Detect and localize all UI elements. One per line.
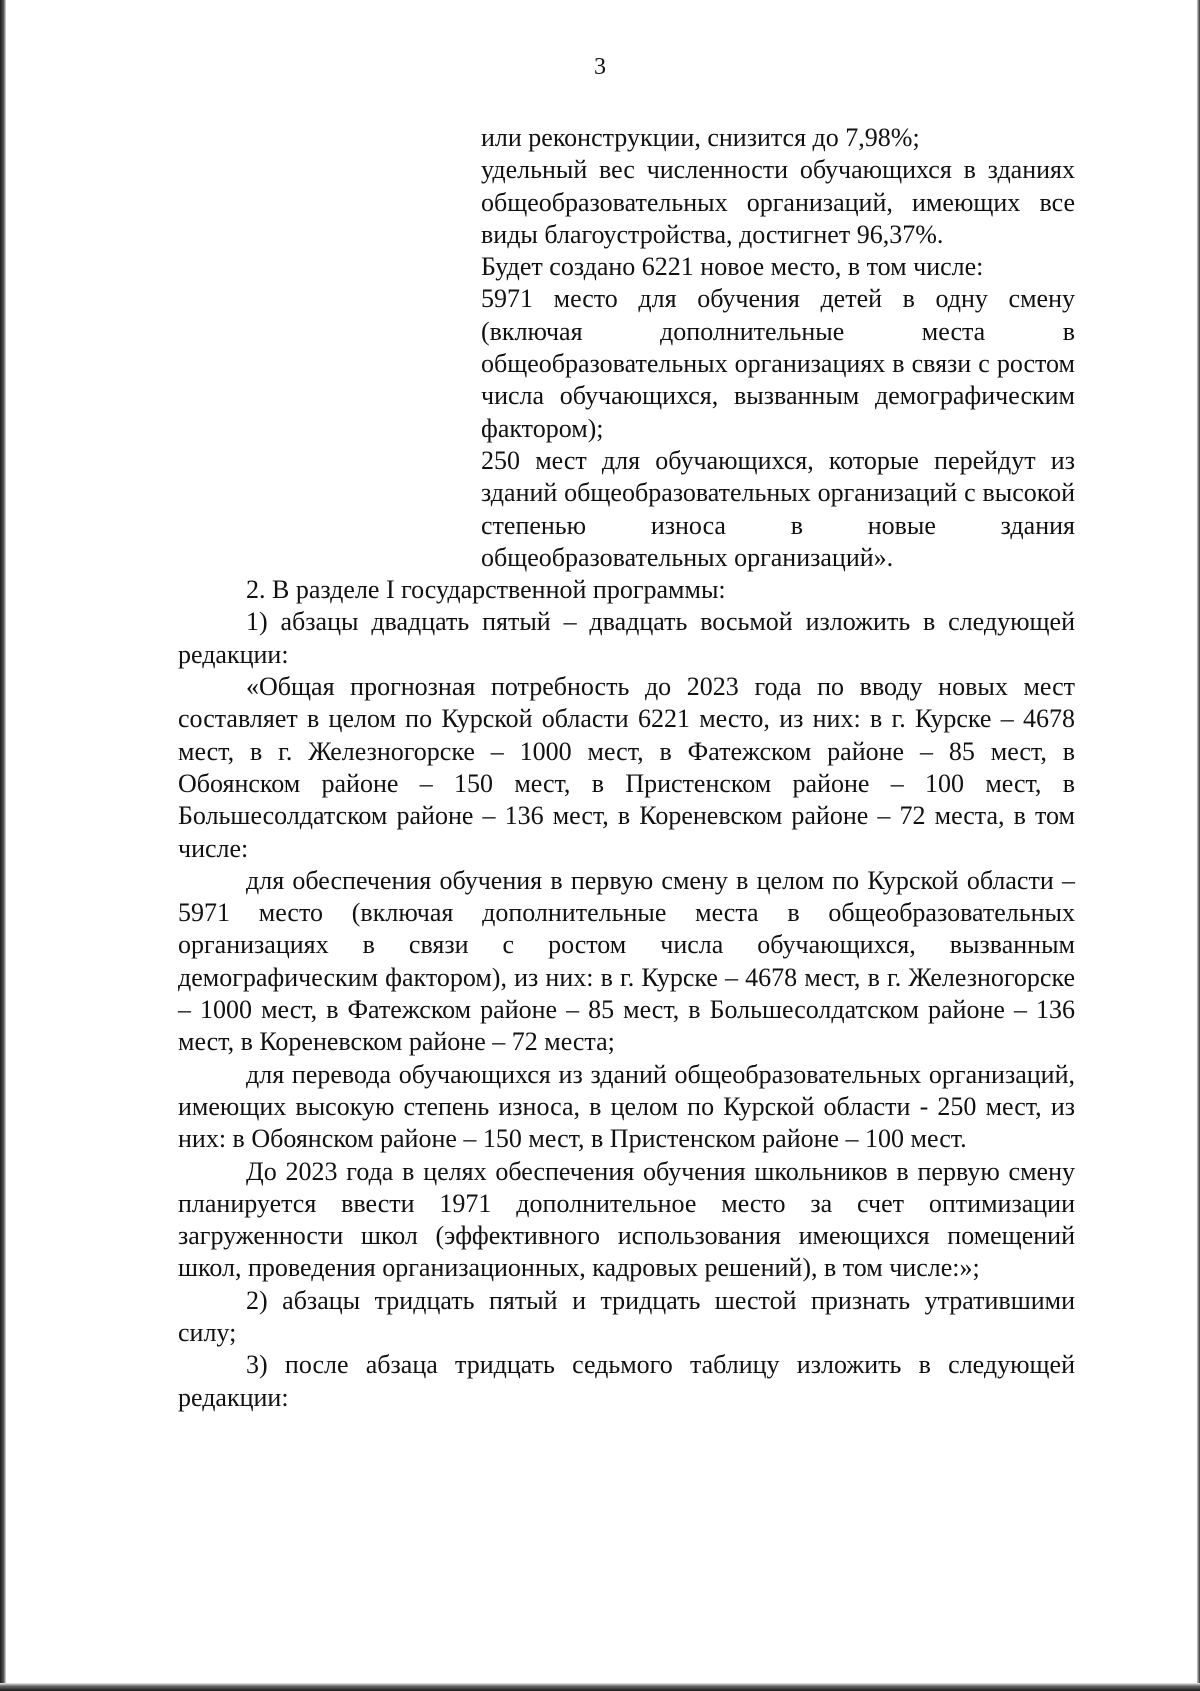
main-text: [178, 574, 1075, 1414]
page-number: 3: [594, 54, 606, 80]
list-item-paragraph: 2) абзацы тридцать пятый и тридцать шестой признать утратившими силу;: [178, 1285, 1075, 1347]
paragraph: 250 мест для обучающихся, которые перейдут из зданий общеобразовательных организаций с высокой степенью износа в новые здания общеобразовательных организаций».: [481, 445, 1075, 572]
right-aligned-continuation-block: [481, 122, 1075, 574]
list-item-paragraph: 3) после абзаца тридцать седьмого таблицу изложить в следующей редакции:: [178, 1350, 1075, 1412]
scan-bottom-edge: [0, 1683, 1200, 1691]
document-body: [178, 122, 1075, 1414]
paragraph: 5971 место для обучения детей в одну смену (включая дополнительные места в общеобразовательных организациях в связи с ростом числа обучающихся, вызванным демографическим фактором);: [481, 284, 1075, 443]
section-heading-paragraph: 2. В разделе I государственной программы:: [246, 575, 726, 605]
paragraph: «Общая прогнозная потребность до 2023 года по вводу новых мест составляет в целом по Курской области 6221 место, из них: в г. Курске – 4678 мест, в г. Железногорске – 1000 мест, в Фатежском районе – 85 мест, в Обоянском районе – 150 мест, в Пристенском районе – 100 мест, в Большесолдатском районе – 136 мест, в Кореневском районе – 72 места, в том числе:: [178, 672, 1075, 863]
paragraph: удельный вес численности обучающихся в зданиях общеобразовательных организаций, имеющих все виды благоустройства, достигнет 96,37%.: [481, 155, 1075, 249]
paragraph: или реконструкции, снизится до 7,98%;: [481, 123, 920, 152]
paragraph: для перевода обучающихся из зданий общеобразовательных организаций, имеющих высокую степень износа, в целом по Курской области - 250 мест, из них: в Обоянском районе – 150 мест, в Пристенском районе – 100 мест.: [178, 1059, 1075, 1154]
paragraph: для обеспечения обучения в первую смену в целом по Курской области – 5971 место (включая дополнительные места в общеобразовательных организациях в связи с ростом числа обучающихся, вызванным демографическим фактором), из них: в г. Курске – 4678 мест, в г. Железногорске – 1000 мест, в Фатежском районе – 85 мест, в Большесолдатском районе – 136 мест, в Кореневском районе – 72 места;: [178, 865, 1075, 1057]
list-item-paragraph: 1) абзацы двадцать пятый – двадцать восьмой изложить в следующей редакции:: [178, 607, 1075, 669]
paragraph: До 2023 года в целях обеспечения обучения школьников в первую смену планируется ввести 1971 дополнительное место за счет оптимизации загруженности школ (эффективного использования имеющихся помещений школ, проведения организационных, кадровых решений), в том числе:»;: [178, 1156, 1075, 1283]
scan-left-edge: [0, 0, 6, 1691]
paragraph: Будет создано 6221 новое место, в том числе:: [481, 252, 984, 282]
